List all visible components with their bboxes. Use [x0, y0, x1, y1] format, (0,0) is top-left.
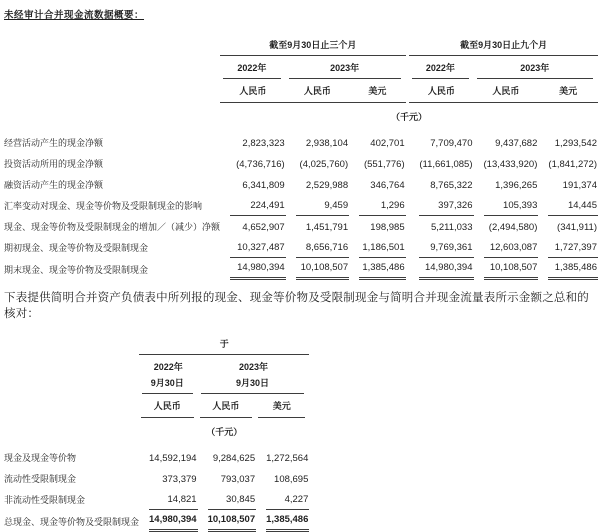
- unit-note: （千元）: [391, 112, 428, 122]
- value-cell: [538, 237, 598, 258]
- row-label: 流动性受限制现金: [4, 474, 77, 484]
- value-cell: [474, 258, 539, 280]
- year-label: 2023年: [289, 56, 401, 79]
- value: 14,980,394: [149, 510, 198, 532]
- value: 10,108,507: [484, 258, 539, 280]
- table-row: [4, 447, 309, 468]
- period-header-nine-months: 截至9月30日止九个月: [409, 35, 598, 56]
- value-cell: [256, 489, 309, 510]
- value-cell: [349, 216, 406, 237]
- table-row: [4, 216, 598, 237]
- value: 9,459: [296, 196, 349, 216]
- value: (551,776): [363, 159, 405, 170]
- empty-cell: [4, 103, 220, 133]
- value-cell: [220, 132, 286, 153]
- value: 9,437,682: [495, 138, 538, 149]
- value: 1,385,486: [359, 258, 406, 280]
- currency-header-row: [4, 394, 309, 418]
- value: (13,433,920): [483, 159, 538, 170]
- table2-body: [4, 447, 309, 532]
- value-cell: [474, 216, 539, 237]
- value: 8,765,322: [430, 180, 473, 191]
- as-of-header-row: [4, 334, 309, 355]
- currency-usd-header: [256, 394, 309, 418]
- table-row: [4, 195, 598, 216]
- value: (4,025,760): [299, 159, 349, 170]
- value: 9,769,361: [419, 238, 473, 258]
- value: 105,393: [484, 196, 539, 216]
- value-cell: [198, 447, 257, 468]
- value: 1,385,486: [548, 258, 598, 280]
- row-label: 期末现金、现金等价物及受限制现金: [4, 265, 149, 275]
- value: 373,379: [162, 474, 197, 485]
- currency-rmb-header: [198, 394, 257, 418]
- table2-header: [4, 334, 309, 447]
- date-label: 9月30日: [201, 374, 305, 394]
- value-cell: [349, 174, 406, 195]
- period-header-row: [4, 35, 598, 56]
- value-cell: [538, 153, 598, 174]
- value-cell: [139, 468, 198, 489]
- year-2023-header: [474, 56, 599, 80]
- value-cell: [409, 237, 473, 258]
- value-cell: [220, 153, 286, 174]
- value-cell: [256, 468, 309, 489]
- value: 14,445: [548, 196, 598, 216]
- value: 402,701: [370, 138, 405, 149]
- value: 7,709,470: [430, 138, 473, 149]
- value-cell: [474, 132, 539, 153]
- value: 14,980,394: [419, 258, 473, 280]
- value-cell: [409, 132, 473, 153]
- value-cell: [474, 174, 539, 195]
- empty-cell: [4, 334, 139, 355]
- as-of-header: 于: [139, 334, 309, 355]
- value-cell: [349, 195, 406, 216]
- value-cell: [198, 489, 257, 510]
- value-cell: [220, 174, 286, 195]
- value: 9,284,625: [212, 453, 256, 464]
- value: 4,652,907: [242, 222, 285, 233]
- reconciliation-intro: 下表提供简明合并资产负债表中所列报的现金、现金等价物及受限制现金与简明合并现金流量表所示金额之总和的核对：: [4, 292, 589, 320]
- value: (11,661,085): [419, 159, 473, 170]
- value: 12,603,087: [484, 238, 539, 258]
- value: (4,736,716): [236, 159, 285, 170]
- value: 1,272,564: [266, 453, 309, 464]
- value-cell: [139, 510, 198, 532]
- value-cell: [474, 153, 539, 174]
- table1-header: [4, 35, 598, 132]
- value: 191,374: [562, 180, 597, 191]
- value: 397,326: [419, 196, 473, 216]
- value-cell: [349, 237, 406, 258]
- row-label: 投资活动所用的现金净额: [4, 159, 104, 169]
- table-row: [4, 174, 598, 195]
- currency-label: 人民币: [200, 394, 253, 418]
- value-cell: [538, 258, 598, 280]
- currency-rmb-header: 人民币: [409, 79, 473, 103]
- currency-header-row: [4, 79, 598, 103]
- empty-cell: [4, 56, 220, 80]
- date-2022-header: [139, 374, 198, 394]
- value: 1,385,486: [266, 510, 309, 532]
- value: 1,396,265: [495, 180, 538, 191]
- currency-rmb-header: 人民币: [220, 79, 286, 103]
- currency-label: 美元: [258, 394, 305, 418]
- row-label: 总现金、现金等价物及受限制现金: [4, 517, 140, 527]
- currency-label: 人民币: [141, 394, 194, 418]
- table-row: [4, 132, 598, 153]
- value: 10,327,487: [230, 238, 286, 258]
- period-header-three-months: 截至9月30日止三个月: [220, 35, 406, 56]
- value-cell: [474, 237, 539, 258]
- table-row: [4, 153, 598, 174]
- year-header-row: [4, 355, 309, 375]
- value-cell: [538, 195, 598, 216]
- row-label: 非流动性受限制现金: [4, 495, 86, 505]
- unit-note: （千元）: [206, 427, 243, 437]
- value-cell: [409, 195, 473, 216]
- value: (1,841,272): [548, 159, 597, 170]
- value: 30,845: [208, 490, 257, 510]
- value-cell: [538, 216, 598, 237]
- value-cell: [220, 237, 286, 258]
- year-2022-header: 2022年: [153, 362, 183, 372]
- table-row: [4, 237, 598, 258]
- value-cell: [139, 447, 198, 468]
- value: 14,821: [149, 490, 198, 510]
- date-label: 9月30日: [142, 374, 193, 394]
- value-cell: [349, 258, 406, 280]
- empty-cell: [4, 374, 139, 394]
- value: 346,764: [370, 180, 405, 191]
- value-cell: [286, 237, 349, 258]
- cash-reconciliation-table: [4, 334, 309, 532]
- year-label: 2023年: [477, 56, 594, 79]
- value: 10,108,507: [296, 258, 349, 280]
- value: 1,293,542: [554, 138, 597, 149]
- row-label: 融资活动产生的现金净额: [4, 180, 104, 190]
- table-row: [4, 489, 309, 510]
- row-label: 现金及现金等价物: [4, 453, 77, 463]
- value-cell: [409, 258, 473, 280]
- value: (341,911): [557, 222, 597, 233]
- value-cell: [286, 132, 349, 153]
- value-cell: [220, 216, 286, 237]
- currency-usd-header: 美元: [349, 79, 406, 103]
- value-cell: [220, 258, 286, 280]
- value-cell: [538, 132, 598, 153]
- value-cell: [139, 489, 198, 510]
- value-cell: [286, 216, 349, 237]
- date-header-row: [4, 374, 309, 394]
- empty-cell: [4, 355, 139, 375]
- value: 1,727,397: [548, 238, 598, 258]
- value-cell: [409, 216, 473, 237]
- currency-rmb-header: [139, 394, 198, 418]
- table-row: [4, 468, 309, 489]
- value-cell: [474, 195, 539, 216]
- value-cell: [409, 174, 473, 195]
- value-cell: [349, 132, 406, 153]
- value: 10,108,507: [208, 510, 257, 532]
- unit-row: [4, 418, 309, 447]
- value: 108,695: [274, 474, 309, 485]
- row-label: 现金、现金等价物及受限制现金的增加／（减少）净额: [4, 222, 221, 232]
- value-cell: [286, 174, 349, 195]
- value-cell: [198, 510, 257, 532]
- value-cell: [538, 174, 598, 195]
- value: 14,980,394: [230, 258, 286, 280]
- value: 4,227: [266, 490, 309, 510]
- year-2022-header: [409, 56, 473, 80]
- date-2023-header: [198, 374, 310, 394]
- value: 2,938,104: [305, 138, 349, 149]
- currency-usd-header: 美元: [538, 79, 598, 103]
- value-cell: [349, 153, 406, 174]
- value-cell: [256, 510, 309, 532]
- table1-body: [4, 132, 598, 280]
- page-title: 未经审计合并现金流数据概要：: [4, 10, 145, 21]
- value-cell: [256, 447, 309, 468]
- value-cell: [286, 153, 349, 174]
- value: 224,491: [230, 196, 286, 216]
- empty-cell: [4, 394, 139, 418]
- table-row: [4, 510, 309, 532]
- empty-cell: [4, 79, 220, 103]
- value: 1,186,501: [359, 238, 406, 258]
- value: 1,296: [359, 196, 406, 216]
- empty-cell: [4, 35, 220, 56]
- table-row: [4, 258, 598, 280]
- cash-flow-summary-table: [4, 35, 598, 280]
- value: 8,656,716: [296, 238, 349, 258]
- value-cell: [220, 195, 286, 216]
- value-cell: [409, 153, 473, 174]
- year-2023-header: [286, 56, 406, 80]
- value: 2,529,988: [305, 180, 349, 191]
- row-label: 期初现金、现金等价物及受限制现金: [4, 243, 149, 253]
- value: 5,211,033: [430, 222, 473, 233]
- year-header-row: [4, 56, 598, 80]
- value: 14,592,194: [149, 453, 197, 464]
- value-cell: [286, 195, 349, 216]
- year-label: 2022年: [223, 56, 281, 79]
- value-cell: [286, 258, 349, 280]
- value-cell: [198, 468, 257, 489]
- empty-cell: [4, 418, 139, 447]
- row-label: 经营活动产生的现金净额: [4, 138, 104, 148]
- year-2023-header: 2023年: [238, 362, 268, 372]
- value: 793,037: [220, 474, 256, 485]
- currency-rmb-header: 人民币: [474, 79, 539, 103]
- value: (2,494,580): [488, 222, 538, 233]
- value: 2,823,323: [242, 138, 285, 149]
- year-label: 2022年: [412, 56, 468, 79]
- year-2022-header: [220, 56, 286, 80]
- value: 6,341,809: [242, 180, 285, 191]
- currency-rmb-header: 人民币: [286, 79, 349, 103]
- row-label: 汇率变动对现金、现金等价物及受限制现金的影响: [4, 201, 203, 211]
- value: 198,985: [370, 222, 405, 233]
- unit-row: [4, 103, 598, 133]
- value: 1,451,791: [305, 222, 349, 233]
